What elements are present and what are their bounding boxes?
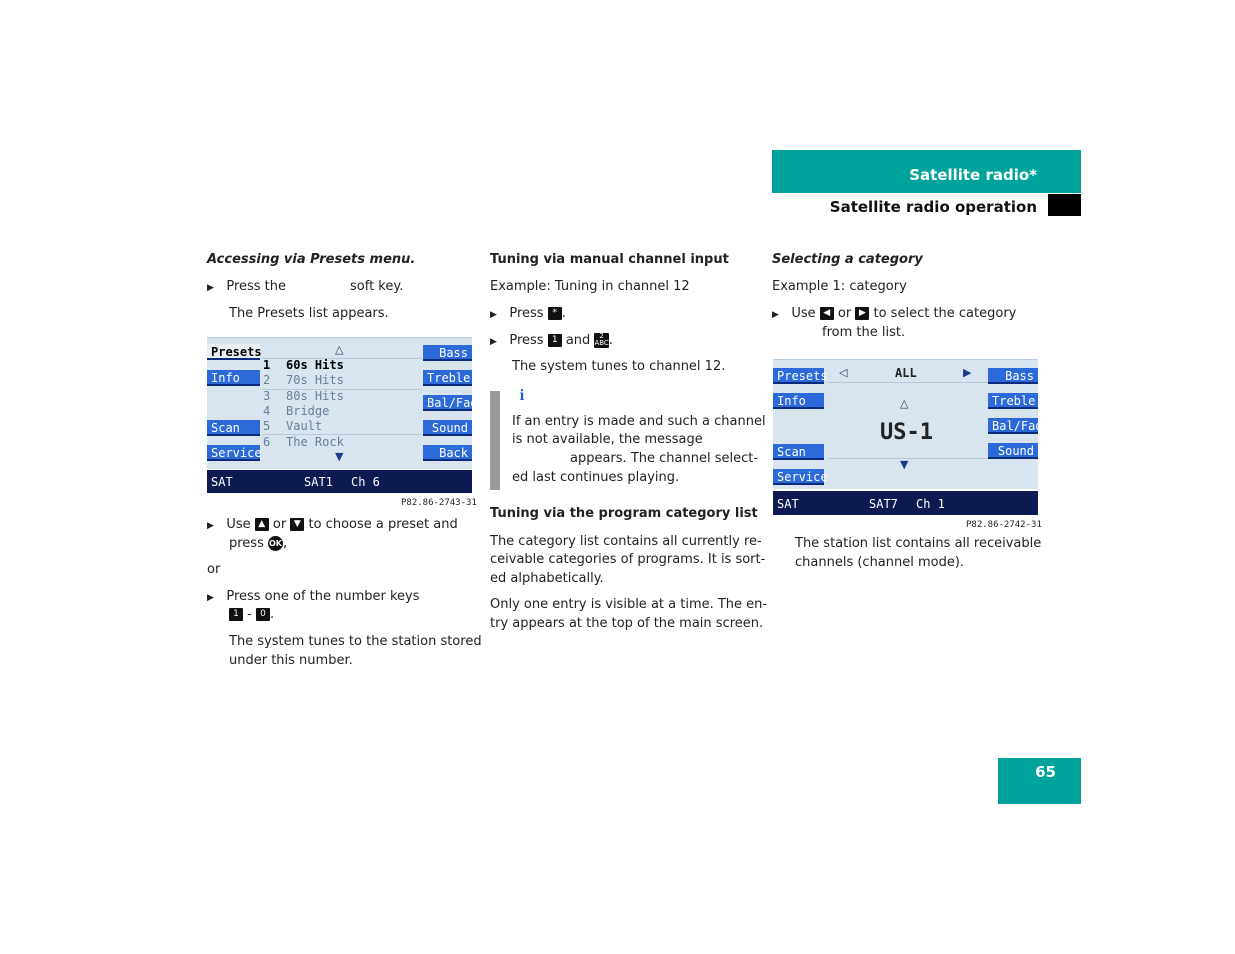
section-subtitle: Satellite radio operation xyxy=(829,198,1037,216)
softkey-info[interactable]: Info xyxy=(773,393,824,409)
info-line-1: If an entry is made and such a channel xyxy=(512,414,766,429)
col1-step1 xyxy=(207,277,286,298)
bullet-arrow-icon: ▶ xyxy=(207,283,214,293)
bullet-arrow-icon: ▶ xyxy=(207,593,214,603)
bullet-arrow-icon: ▶ xyxy=(490,337,497,347)
section-title: Satellite radio* xyxy=(909,166,1037,184)
col1-or: or xyxy=(207,562,221,577)
step-text: or xyxy=(272,517,287,532)
col2-p2-1: Only one entry is visible at a time. The en- xyxy=(490,597,768,612)
col3-heading: Selecting a category xyxy=(772,252,923,267)
right-key-icon: ▶ xyxy=(855,307,869,320)
softkey-service[interactable]: Service xyxy=(773,469,824,485)
step-text: - xyxy=(247,607,252,622)
col2-p1-3: ed alphabetically. xyxy=(490,571,604,586)
col2-p2-2: try appears at the top of the main screen. xyxy=(490,616,764,631)
preset-num: 5 xyxy=(263,419,271,433)
info-line-3: appears. The channel select- xyxy=(570,451,759,466)
col2-press2 xyxy=(490,331,613,352)
col2-heading2: Tuning via the program category list xyxy=(490,506,758,521)
col2-result: The system tunes to channel 12. xyxy=(512,359,726,374)
softkey-treble[interactable]: Treble xyxy=(423,370,472,386)
bullet-arrow-icon: ▶ xyxy=(490,310,497,320)
header-marker xyxy=(1048,194,1081,216)
softkey-service[interactable]: Service xyxy=(207,445,260,461)
scroll-down-icon[interactable]: ▼ xyxy=(335,450,344,463)
step-text: to select the category xyxy=(873,306,1017,321)
step-text: Press one of the number keys xyxy=(226,589,420,604)
preset-num: 1 xyxy=(263,358,271,372)
figure-ref: P82.86-2743-31 xyxy=(401,498,477,508)
status-bar xyxy=(207,470,472,493)
status-source: SAT xyxy=(211,475,233,489)
col1-step1-end: soft key. xyxy=(350,279,404,294)
info-icon: i xyxy=(513,387,531,405)
station-name: US-1 xyxy=(880,420,933,445)
figure-ref: P82.86-2742-31 xyxy=(966,520,1042,530)
step-text: or xyxy=(837,306,852,321)
col3-desc-1: The station list contains all receivable xyxy=(795,536,1042,551)
status-bar xyxy=(773,491,1038,515)
ok-key-icon: OK xyxy=(268,536,283,551)
category-prev-icon[interactable]: ◁ xyxy=(839,366,848,379)
col1-result-1: The system tunes to the station stored xyxy=(229,634,482,649)
preset-num: 4 xyxy=(263,404,271,418)
preset-num: 6 xyxy=(263,435,271,449)
scroll-up-icon[interactable]: △ xyxy=(335,343,344,356)
step-text: . xyxy=(269,607,275,622)
col2-p1-1: The category list contains all currently re- xyxy=(490,534,762,549)
preset-name[interactable]: Bridge xyxy=(286,404,330,418)
preset-num: 3 xyxy=(263,389,271,403)
step-text: and xyxy=(565,333,591,348)
col2-heading1: Tuning via manual channel input xyxy=(490,252,729,267)
preset-name[interactable]: 60s Hits xyxy=(286,358,344,372)
softkey-scan[interactable]: Scan xyxy=(207,420,260,436)
step-text: . xyxy=(608,333,613,348)
step-text: Use xyxy=(791,306,816,321)
category-screen xyxy=(773,359,1043,489)
softkey-presets[interactable]: Presets xyxy=(207,344,260,360)
bullet-arrow-icon: ▶ xyxy=(207,521,214,531)
status-band: SAT1 xyxy=(304,475,333,489)
col2-press1 xyxy=(490,304,566,325)
preset-name[interactable]: The Rock xyxy=(286,435,344,449)
col1-step1-result: The Presets list appears. xyxy=(229,306,389,321)
scroll-down-icon[interactable]: ▼ xyxy=(900,458,909,471)
step-text: , xyxy=(283,536,288,551)
softkey-bass[interactable]: Bass xyxy=(988,368,1038,384)
step-text: . xyxy=(561,306,566,321)
softkey-scan[interactable]: Scan xyxy=(773,444,824,460)
softkey-sound[interactable]: Sound xyxy=(423,420,472,436)
col3-step-cont: from the list. xyxy=(822,325,906,340)
info-bar xyxy=(490,391,500,490)
softkey-back[interactable]: Back xyxy=(423,445,472,461)
col2-p1-2: ceivable categories of programs. It is sort- xyxy=(490,552,766,567)
col1-step2-cont xyxy=(229,534,287,553)
category-name: ALL xyxy=(895,366,917,380)
down-key-icon: ▼ xyxy=(290,518,304,531)
key-0-icon: 0 xyxy=(256,608,270,621)
left-key-icon: ◀ xyxy=(820,307,834,320)
softkey-bass[interactable]: Bass xyxy=(423,345,472,361)
info-line-2: is not available, the message xyxy=(512,432,703,447)
softkey-sound[interactable]: Sound xyxy=(988,443,1038,459)
col1-result-2: under this number. xyxy=(229,653,353,668)
softkey-presets[interactable]: Presets xyxy=(773,368,824,384)
up-key-icon: ▲ xyxy=(255,518,269,531)
col1-step2 xyxy=(207,515,458,536)
step-text: Press the xyxy=(226,279,287,294)
presets-screen xyxy=(207,337,478,469)
step-text: Use xyxy=(226,517,251,532)
preset-name[interactable]: 80s Hits xyxy=(286,389,344,403)
step-text: Press xyxy=(509,333,544,348)
softkey-treble[interactable]: Treble xyxy=(988,393,1038,409)
key-1-icon: 1 xyxy=(229,608,243,621)
preset-num: 2 xyxy=(263,373,271,387)
star-key-icon: * xyxy=(548,307,562,320)
softkey-balfad[interactable]: Bal/Fad xyxy=(988,418,1038,434)
step-text: to choose a preset and xyxy=(308,517,458,532)
col1-step3-keys xyxy=(229,605,274,624)
step-text: Press xyxy=(509,306,544,321)
softkey-balfad[interactable]: Bal/Fad xyxy=(423,395,472,411)
col3-step xyxy=(772,304,1016,325)
softkey-info[interactable]: Info xyxy=(207,370,260,386)
category-next-icon[interactable]: ▶ xyxy=(963,366,972,379)
col1-heading: Accessing via Presets menu. xyxy=(207,252,416,267)
preset-name[interactable]: 70s Hits xyxy=(286,373,344,387)
col3-example: Example 1: category xyxy=(772,279,907,294)
status-channel: Ch 1 xyxy=(916,497,945,511)
col2-example: Example: Tuning in channel 12 xyxy=(490,279,690,294)
status-channel: Ch 6 xyxy=(351,475,380,489)
status-band: SAT7 xyxy=(869,497,898,511)
col3-desc-2: channels (channel mode). xyxy=(795,555,965,570)
page-number: 65 xyxy=(1035,763,1056,781)
key-2-icon: 2 ABC xyxy=(594,332,609,347)
scroll-up-icon[interactable]: △ xyxy=(900,397,909,410)
info-line-4: ed last continues playing. xyxy=(512,470,680,485)
key-1-icon: 1 xyxy=(548,334,562,347)
status-source: SAT xyxy=(777,497,799,511)
bullet-arrow-icon: ▶ xyxy=(772,310,779,320)
step-text: press xyxy=(229,536,264,551)
preset-name[interactable]: Vault xyxy=(286,419,323,433)
